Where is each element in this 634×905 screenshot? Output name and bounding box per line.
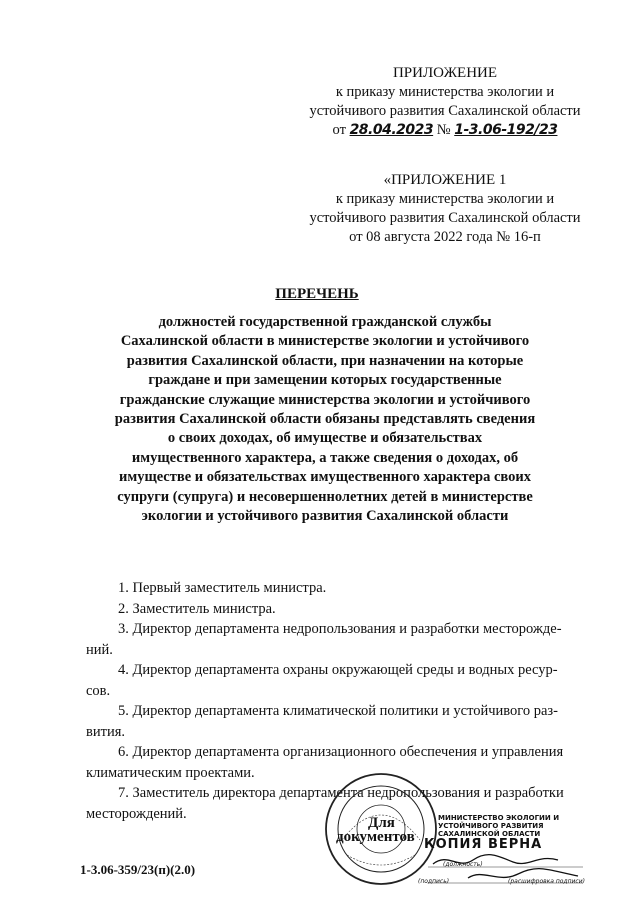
- from-label: от: [332, 122, 346, 138]
- appendix-date-line: [290, 121, 600, 140]
- subtitle-line: должностей государственной гражданской службы: [158, 314, 492, 330]
- certification-stamp: [336, 812, 598, 892]
- handwritten-date: 28.04.2023: [349, 122, 434, 138]
- subtitle-line: экологии и устойчивого развития Сахалинской области: [141, 508, 509, 525]
- subtitle-line: развития Сахалинской области обязаны представлять сведения: [114, 411, 536, 428]
- appendix-header: [290, 64, 600, 140]
- list-item-text: 3. Директор департамента недропользования и разработки месторожде-: [118, 621, 562, 637]
- previous-appendix-title: «ПРИЛОЖЕНИЕ 1: [383, 172, 507, 188]
- list-item-continuation: ний.: [86, 641, 113, 658]
- document-heading: ПЕРЕЧЕНЬ: [275, 286, 359, 302]
- stamp-line: САХАЛИНСКОЙ ОБЛАСТИ: [438, 830, 541, 838]
- list-item-continuation: сов.: [86, 682, 111, 699]
- for-label: Для: [368, 815, 395, 831]
- subtitle-line: Сахалинской области в министерстве экологии и устойчивого: [120, 333, 530, 350]
- position-caption: (должность): [443, 861, 483, 868]
- list-item-continuation: месторождений.: [86, 805, 187, 822]
- list-item-text: 2. Заместитель министра.: [118, 600, 276, 617]
- subtitle-line: развития Сахалинской области, при назначении на которые: [126, 352, 524, 369]
- list-item-text: 7. Заместитель директора департамента недропользования и разработки: [118, 785, 564, 801]
- list-item: [86, 701, 591, 742]
- previous-appendix-line-2: устойчивого развития Сахалинской области: [309, 210, 581, 226]
- previous-appendix-header: [290, 171, 600, 247]
- list-item: [86, 599, 591, 620]
- list-item-text: 6. Директор департамента организационного обеспечения и управления: [118, 744, 564, 760]
- appendix-line-2: устойчивого развития Сахалинской области: [309, 103, 581, 119]
- signature-caption: (подпись): [418, 878, 450, 885]
- stamp-line: МИНИСТЕРСТВО ЭКОЛОГИИ И: [438, 814, 560, 822]
- appendix-title: ПРИЛОЖЕНИЕ: [392, 65, 498, 81]
- list-item-continuation: климатическим проектами.: [86, 764, 255, 781]
- list-item: [86, 619, 591, 660]
- list-item-text: 5. Директор департамента климатической политики и устойчивого раз-: [118, 703, 558, 719]
- subtitle-line: граждане и при замещении которых государственные: [148, 372, 502, 389]
- appendix-line-1: к приказу министерства экологии и: [335, 84, 555, 100]
- handwritten-number: 1-3.06-192/23: [454, 122, 558, 138]
- document-subtitle: [85, 313, 565, 526]
- copy-correct-label: КОПИЯ ВЕРНА: [424, 837, 543, 852]
- subtitle-line: гражданские служащие министерства экологии и устойчивого: [119, 391, 531, 408]
- subtitle-line: имуществе и обязательствах имущественного характера своих: [118, 469, 532, 486]
- list-item-continuation: вития.: [86, 723, 125, 740]
- subtitle-line: супруги (супруга) и несовершеннолетних детей в министерстве: [117, 488, 533, 505]
- list-item: [86, 660, 591, 701]
- stamp-line: УСТОЙЧИВОГО РАЗВИТИЯ: [438, 822, 544, 830]
- number-label: №: [436, 122, 451, 138]
- list-item: [86, 578, 591, 599]
- documents-label: документов: [336, 829, 415, 845]
- list-item-text: 1. Первый заместитель министра.: [118, 580, 327, 596]
- previous-appendix-line-3: от 08 августа 2022 года № 16-п: [349, 229, 541, 245]
- document-code: 1-3.06-359/23(п)(2.0): [80, 862, 196, 877]
- subtitle-line: имущественного характера, а также сведения о доходах, об: [131, 449, 519, 466]
- subtitle-line: о своих доходах, об имуществе и обязательствах: [167, 430, 483, 447]
- list-item-text: 4. Директор департамента охраны окружающей среды и водных ресур-: [118, 662, 558, 678]
- previous-appendix-line-1: к приказу министерства экологии и: [335, 191, 555, 207]
- decoding-caption: (расшифровка подписи): [508, 878, 585, 885]
